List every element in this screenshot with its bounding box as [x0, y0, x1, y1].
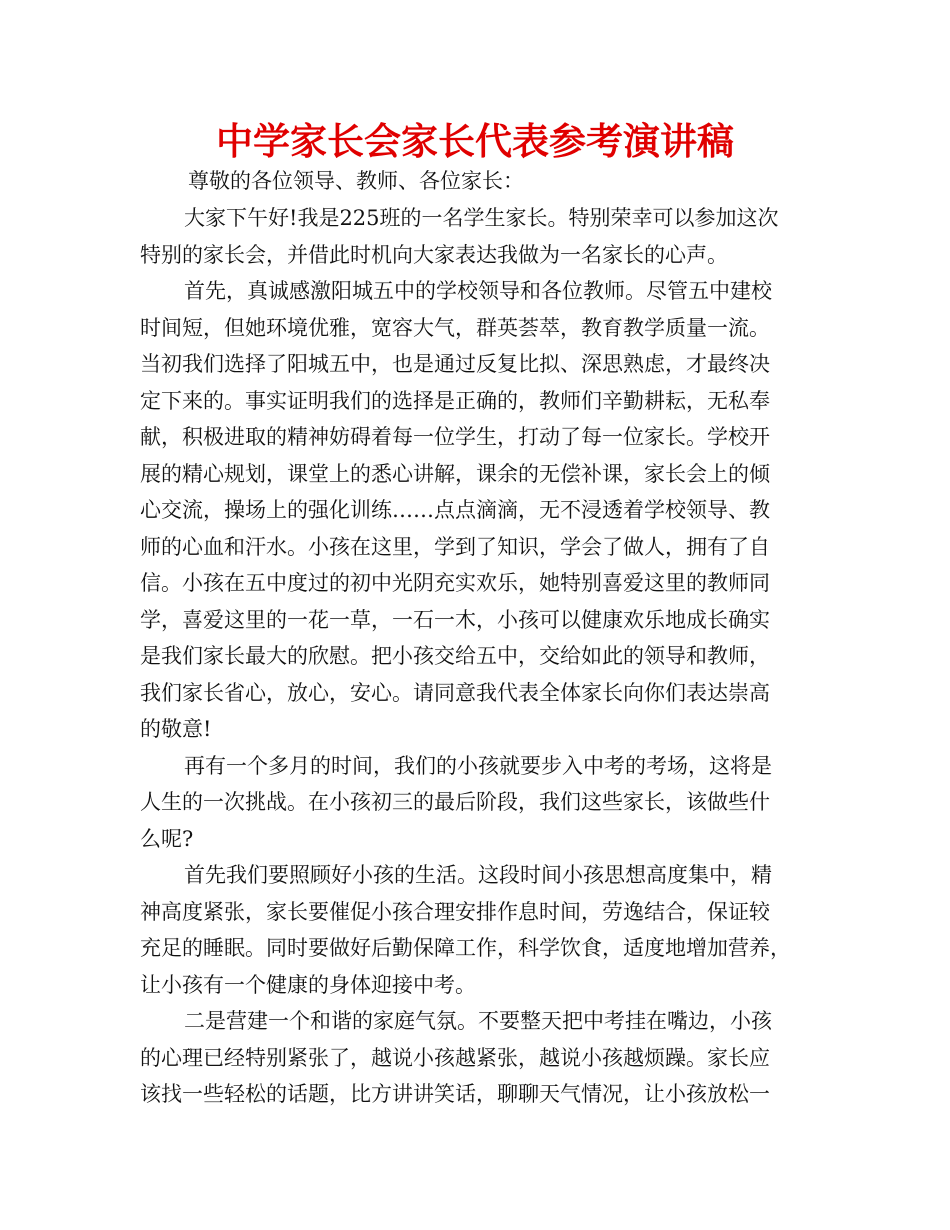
- paragraph-thanks: [140, 273, 820, 748]
- paragraph-line: 的心理已经特别紧张了，越说小孩越紧张，越说小孩越烦躁。家长应: [140, 1045, 770, 1070]
- paragraph-line: 该找一些轻松的话题，比方讲讲笑话，聊聊天气情况，让小孩放松一: [140, 1082, 770, 1106]
- paragraph-line: 神高度紧张，家长要催促小孩合理安排作息时间，劳逸结合，保证较: [140, 899, 770, 924]
- paragraph-line: 学，喜爱这里的一花一草，一石一木，小孩可以健康欢乐地成长确实: [140, 607, 770, 632]
- paragraph-line: 师的心血和汗水。小孩在这里，学到了知识，学会了做人，拥有了自: [140, 534, 770, 559]
- document-title: 中学家长会家长代表参考演讲稿: [216, 120, 734, 163]
- paragraph-line: 人生的一次挑战。在小孩初三的最后阶段，我们这些家长，该做些什: [140, 790, 770, 814]
- paragraph-line: 展的精心规划，课堂上的悉心讲解，课余的无偿补课，家长会上的倾: [140, 461, 770, 486]
- paragraph-line: 信。小孩在五中度过的初中光阴充实欢乐，她特别喜爱这里的教师同: [140, 571, 770, 595]
- paragraph-line: 大家下午好!我是225班的一名学生家长。特别荣幸可以参加这次: [184, 206, 779, 230]
- paragraph-line: 特别的家长会，并借此时机向大家表达我做为一名家长的心声。: [140, 242, 728, 267]
- paragraph-line: 的敬意!: [140, 717, 212, 741]
- paragraph-line: 献，积极进取的精神妨碍着每一位学生，打动了每一位家长。学校开: [140, 425, 770, 449]
- paragraph-line: 二是营建一个和谐的家庭气氛。不要整天把中考挂在嘴边，小孩: [184, 1009, 772, 1033]
- paragraph-line: 充足的睡眠。同时要做好后勤保障工作，科学饮食，适度地增加营养，: [140, 936, 791, 960]
- paragraph-line: 当初我们选择了阳城五中，也是通过反复比拟、深思熟虑，才最终决: [140, 352, 770, 376]
- paragraph-exam: [140, 748, 820, 858]
- paragraph-line: 心交流，操场上的强化训练……点点滴滴，无不浸透着学校领导、教: [140, 498, 770, 522]
- document-body: [140, 200, 820, 1113]
- paragraph-greeting: [140, 200, 820, 273]
- paragraph-line: 首先，真诚感激阳城五中的学校领导和各位教师。尽管五中建校: [184, 279, 772, 303]
- salutation: 尊敬的各位领导、教师、各位家长：: [188, 169, 524, 193]
- paragraph-atmosphere: [140, 1003, 820, 1113]
- paragraph-care: [140, 857, 820, 1003]
- paragraph-line: 定下来的。事实证明我们的选择是正确的，教师们辛勤耕耘，无私奉: [140, 388, 770, 413]
- paragraph-line: 首先我们要照顾好小孩的生活。这段时间小孩思想高度集中，精: [184, 863, 772, 887]
- paragraph-line: 么呢?: [140, 826, 194, 851]
- paragraph-line: 再有一个多月的时间，我们的小孩就要步入中考的考场，这将是: [184, 753, 772, 778]
- paragraph-line: 让小孩有一个健康的身体迎接中考。: [140, 972, 476, 997]
- paragraph-line: 时间短，但她环境优雅，宽容大气，群英荟萃，教育教学质量一流。: [140, 315, 770, 340]
- paragraph-line: 是我们家长最大的欣慰。把小孩交给五中，交给如此的领导和教师，: [140, 644, 770, 668]
- paragraph-line: 我们家长省心，放心，安心。请同意我代表全体家长向你们表达崇高: [140, 680, 770, 705]
